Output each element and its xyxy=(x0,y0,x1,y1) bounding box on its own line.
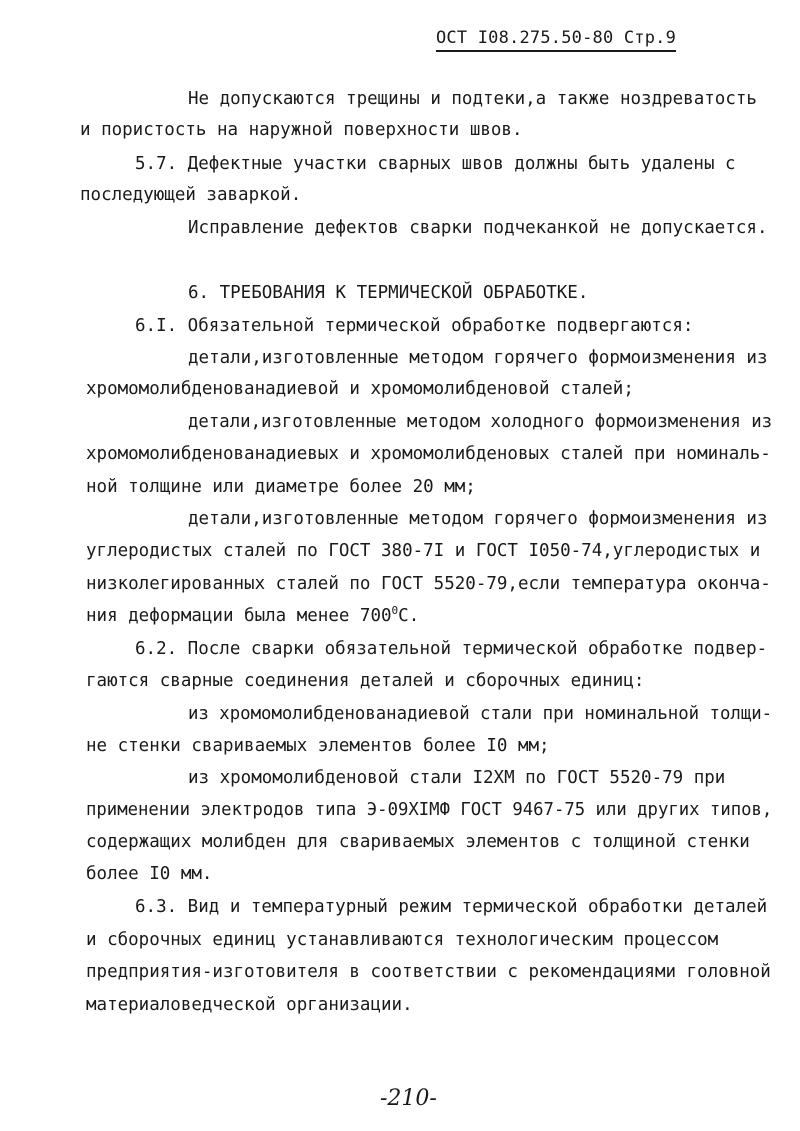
text-fragment: ния деформации была менее 700 xyxy=(86,606,392,626)
text-line: Не допускаются трещины и подтеки,а также ноздреватость xyxy=(188,89,757,109)
clause-6-1: 6.I. Обязательной термической обработке подвергаются: xyxy=(135,316,694,336)
text-line: детали,изготовленные методом горячего формоизменения из xyxy=(188,348,768,368)
text-line: Исправление дефектов сварки подчеканкой не допускается. xyxy=(188,218,768,238)
text-line: ной толщине или диаметре более 20 мм; xyxy=(86,477,476,497)
text-line: углеродистых сталей по ГОСТ 380-7I и ГОСТ I050-74,углеродистых и xyxy=(86,541,761,561)
section-title: 6. ТРЕБОВАНИЯ К ТЕРМИЧЕСКОЙ ОБРАБОТКЕ. xyxy=(188,283,589,303)
text-line: материаловедческой организации. xyxy=(86,995,413,1015)
document-reference-header: ОСТ I08.275.50-80 Стр.9 xyxy=(436,28,676,52)
page-number: -210- xyxy=(380,1086,437,1111)
text-line: более I0 мм. xyxy=(86,864,213,884)
text-line: из хромомолибденовой стали I2ХМ по ГОСТ 5520-79 при xyxy=(188,768,726,788)
text-line: из хромомолибденованадиевой стали при номинальной толщи- xyxy=(188,704,773,724)
clause-5-7: 5.7. Дефектные участки сварных швов должны быть удалены с xyxy=(135,154,736,174)
text-line: детали,изготовленные методом горячего формоизменения из xyxy=(188,509,768,529)
text-line: хромомолибденованадиевой и хромомолибденовой сталей; xyxy=(86,379,634,399)
text-line: хромомолибденованадиевых и хромомолибденовых сталей при номиналь- xyxy=(86,444,771,464)
text-line: детали,изготовленные методом холодного формоизменения из xyxy=(188,412,773,432)
text-line: содержащих молибден для свариваемых элементов с толщиной стенки xyxy=(86,832,750,852)
text-line: не стенки свариваемых элементов более I0 мм; xyxy=(86,736,550,756)
text-line: предприятия-изготовителя в соответствии с рекомендациями головной xyxy=(86,962,771,982)
text-fragment: С. xyxy=(398,606,420,626)
text-line: и сборочных единиц устанавливаются технологическим процессом xyxy=(86,930,719,950)
degree-superscript: 0 xyxy=(391,604,399,617)
text-line: последующей заваркой. xyxy=(80,185,302,205)
text-line: низколегированных сталей по ГОСТ 5520-79,если температура оконча- xyxy=(86,574,771,594)
text-line: и пористость на наружной поверхности швов. xyxy=(80,120,523,140)
text-line: применении электродов типа Э-09ХIМФ ГОСТ 9467-75 или других типов, xyxy=(86,800,773,820)
clause-6-3: 6.3. Вид и температурный режим термической обработки деталей xyxy=(135,897,768,917)
text-line: гаются сварные соединения деталей и сборочных единиц: xyxy=(86,671,645,691)
text-line xyxy=(86,605,419,627)
clause-6-2: 6.2. После сварки обязательной термической обработке подвер- xyxy=(135,639,768,659)
